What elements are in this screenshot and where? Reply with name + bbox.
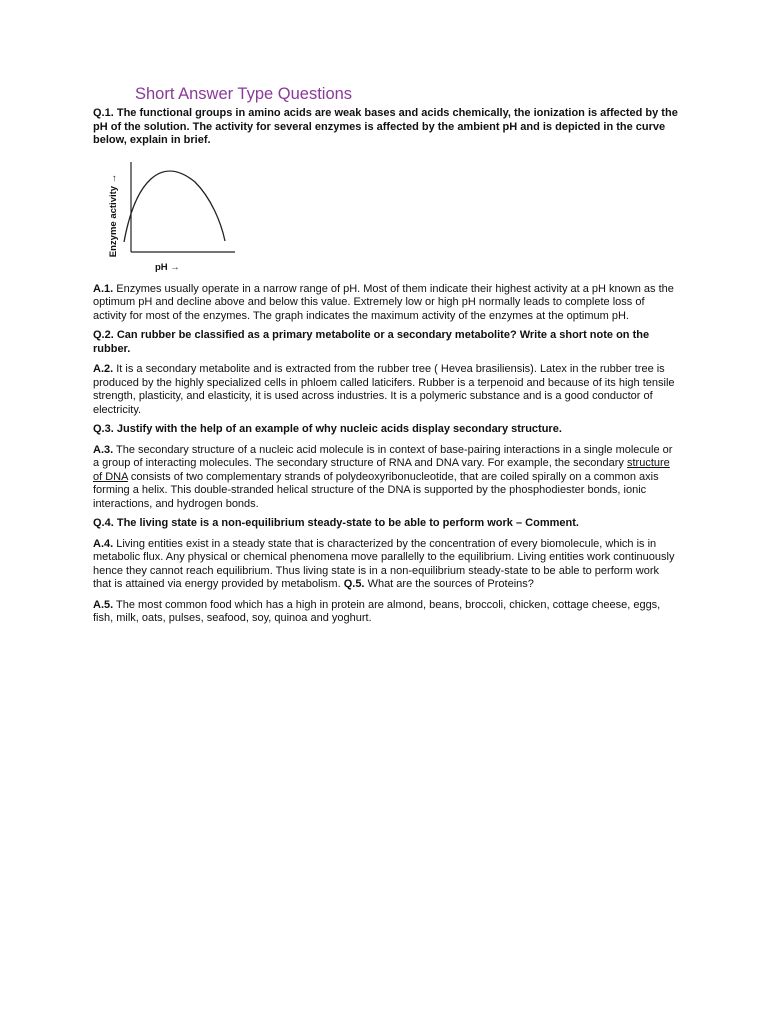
- question-4-label: Q.4.: [93, 517, 114, 529]
- answer-1: [93, 283, 678, 324]
- question-5-text: What are the sources of Proteins?: [367, 578, 534, 590]
- x-axis-label: pH →: [155, 261, 180, 273]
- answer-3-text-before: The secondary structure of a nucleic acid molecule is in context of base-pairing interactions in a single molecule or a group of interacting molecules. The secondary structure of RNA and DNA vary. For example, the secondary: [93, 443, 673, 469]
- question-4-text: The living state is a non-equilibrium steady-state to be able to perform work – Comment.: [116, 517, 579, 529]
- structure-of-dna-link[interactable]: structure of DNA: [93, 457, 670, 483]
- question-2-text: Can rubber be classified as a primary metabolite or a secondary metabolite? Write a short note on the rubber.: [93, 329, 650, 355]
- answer-1-text: Enzymes usually operate in a narrow range of pH. Most of them indicate their highest activity at a pH known as the optimum pH and decline above and below this value. Extremely low or high pH normally leads to complete loss of activity for most of the enzymes. The graph indicates the maximum activity of the enzymes at the optimum pH.: [93, 282, 674, 322]
- answer-4-label: A.4.: [93, 537, 114, 550]
- question-1-label: Q.1.: [93, 107, 114, 119]
- answer-4: [93, 538, 678, 592]
- answer-2-label: A.2.: [93, 363, 114, 375]
- answer-1-label: A.1.: [93, 282, 114, 295]
- activity-curve: [124, 171, 225, 242]
- enzyme-activity-curve-graphic: [113, 156, 243, 266]
- question-3-label: Q.3.: [93, 423, 114, 435]
- question-1-text: The functional groups in amino acids are weak bases and acids chemically, the ionization is affected by the pH of the solution. The activity for several enzymes is affected by the ambient pH and is depicted in the curve below, explain in brief.: [93, 107, 678, 146]
- question-3: [93, 423, 678, 437]
- question-3-text: Justify with the help of an example of why nucleic acids display secondary structure.: [116, 423, 562, 435]
- answer-5-label: A.5.: [93, 598, 114, 611]
- answer-3-label: A.3.: [93, 443, 114, 456]
- answer-3-text-after: consists of two complementary strands of polydeoxyribonucleotide, that are coiled spirally on a common axis forming a helix. This double-stranded helical structure of the DNA is supported by the phosphodiester bonds, ionic interactions, and hydrogen bonds.: [93, 470, 659, 510]
- page-title: Short Answer Type Questions: [135, 85, 353, 103]
- document-page: [93, 84, 678, 626]
- answer-5-text: The most common food which has a high in protein are almond, beans, broccoli, chicken, cottage cheese, eggs, fish, milk, oats, pulses, seafood, soy, quinoa and yoghurt.: [93, 598, 661, 624]
- answer-4-text: Living entities exist in a steady state that is characterized by the concentration of every biomolecule, which is in metabolic flux. Any physical or chemical phenomena move parallelly to the equilibrium. Living entities work continuously hence they cannot reach equilibrium. Thus living state is in a non-equilibrium steady-state to be able to perform work that is attained via energy provided by metabolism.: [93, 537, 675, 590]
- enzyme-activity-figure: [108, 156, 243, 276]
- question-5-label: Q.5.: [343, 578, 365, 590]
- answer-5: [93, 599, 678, 626]
- answer-2-text: It is a secondary metabolite and is extracted from the rubber tree ( Hevea brasiliensis). Latex in the rubber tree is produced by the highly specialized cells in phloem called laticifers. Rubber is a terpenoid and because of its high tensile strength, plasticity, and elasticity, it is used across industries. It is a polymeric substance and is a good conductor of electricity.: [93, 363, 675, 416]
- question-4: [93, 517, 678, 531]
- question-1: [93, 107, 678, 148]
- question-2-label: Q.2.: [93, 329, 114, 341]
- answer-2: [93, 363, 678, 417]
- question-2: [93, 329, 678, 356]
- y-axis-label: Enzyme activity →: [108, 173, 120, 258]
- answer-3: [93, 444, 678, 512]
